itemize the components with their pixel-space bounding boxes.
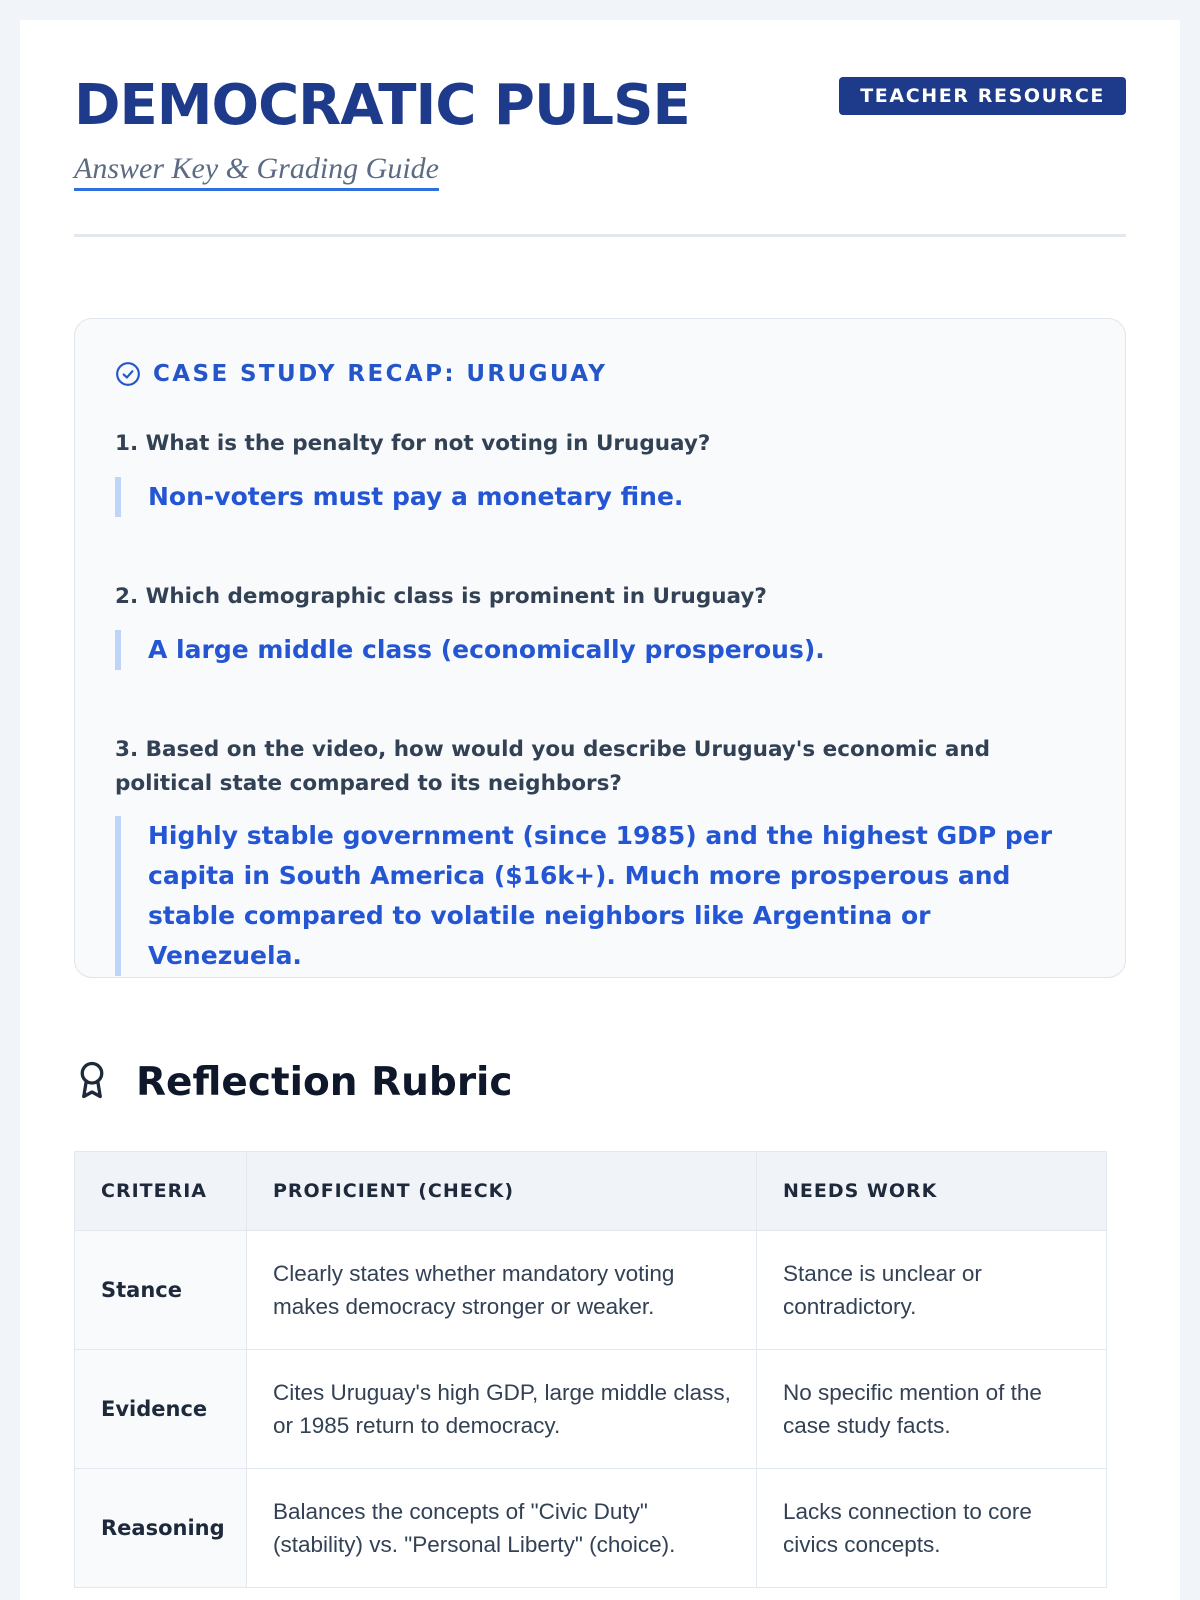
answer-3: Highly stable government (since 1985) and the highest GDP per capita in South America ($16k+). Much more prosperous and stable compared to volatile neighbors like Argentina or Venezuela. xyxy=(115,816,1085,976)
rubric-table xyxy=(74,1151,1107,1588)
proficient-cell: Cites Uruguay's high GDP, large middle class, or 1985 return to democracy. xyxy=(247,1350,757,1469)
recap-header xyxy=(115,361,607,387)
case-study-recap-card xyxy=(74,318,1126,978)
rubric-title: Reflection Rubric xyxy=(136,1060,513,1105)
question-1: 1. What is the penalty for not voting in Uruguay? xyxy=(115,431,711,456)
column-header: CRITERIA xyxy=(75,1152,247,1231)
proficient-cell: Balances the concepts of "Civic Duty" (stability) vs. "Personal Liberty" (choice). xyxy=(247,1469,757,1588)
column-header: NEEDS WORK xyxy=(757,1152,1107,1231)
proficient-cell: Clearly states whether mandatory voting makes democracy stronger or weaker. xyxy=(247,1231,757,1350)
criteria-cell: Stance xyxy=(75,1231,247,1350)
column-header: PROFICIENT (CHECK) xyxy=(247,1152,757,1231)
question-2: 2. Which demographic class is prominent in Uruguay? xyxy=(115,584,767,609)
page-subtitle: Answer Key & Grading Guide xyxy=(74,152,439,191)
rubric-header-row xyxy=(75,1152,1107,1231)
criteria-cell: Reasoning xyxy=(75,1469,247,1588)
question-3: 3. Based on the video, how would you describe Uruguay's economic and political state compared to its neighbors? xyxy=(115,737,991,796)
teacher-resource-badge: TEACHER RESOURCE xyxy=(839,77,1126,115)
answer-2: A large middle class (economically prosperous). xyxy=(115,630,1085,670)
needs-work-cell: Stance is unclear or contradictory. xyxy=(757,1231,1107,1350)
document-page xyxy=(20,20,1180,1600)
needs-work-cell: No specific mention of the case study facts. xyxy=(757,1350,1107,1469)
check-circle-icon xyxy=(115,361,141,387)
table-row xyxy=(75,1350,1107,1469)
recap-title: CASE STUDY RECAP: URUGUAY xyxy=(153,361,608,387)
rubric-header xyxy=(74,1060,513,1105)
table-row xyxy=(75,1231,1107,1350)
table-row xyxy=(75,1469,1107,1588)
answer-1: Non-voters must pay a monetary fine. xyxy=(115,477,1085,517)
needs-work-cell: Lacks connection to core civics concepts. xyxy=(757,1469,1107,1588)
header-divider xyxy=(74,234,1126,237)
page-title: DEMOCRATIC PULSE xyxy=(74,73,690,138)
criteria-cell: Evidence xyxy=(75,1350,247,1469)
award-ribbon-icon xyxy=(74,1060,110,1105)
